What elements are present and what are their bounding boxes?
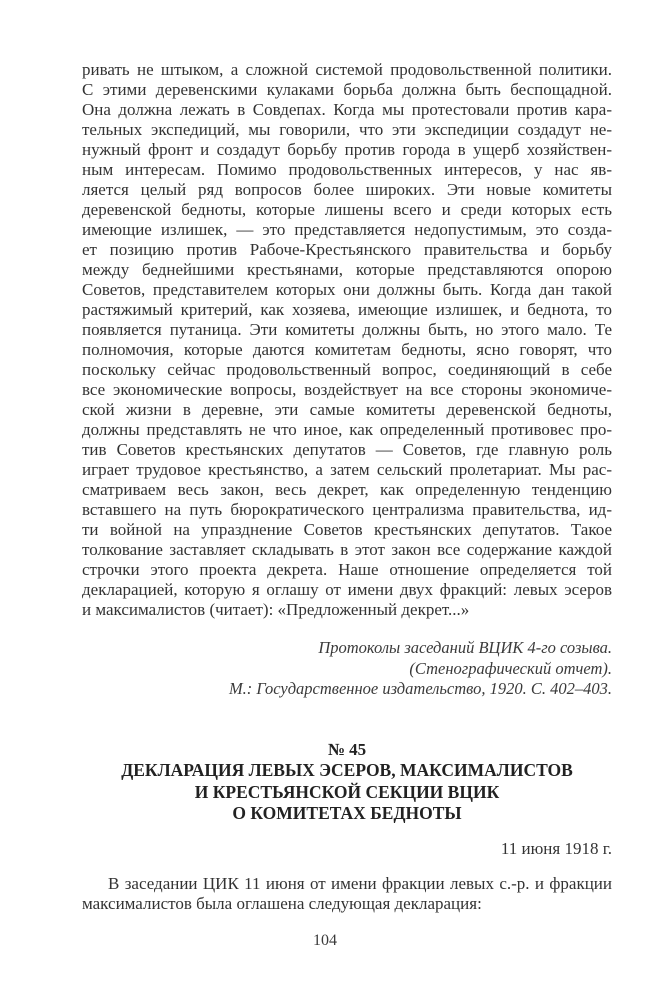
body-paragraph-continued: [82, 60, 612, 620]
text-line: сматриваем весь закон, весь декрет, как определенную тенденцию: [82, 480, 612, 499]
text-line: нужный фронт и создадут борьбу против города в ущерб хозяйствен-: [82, 140, 612, 159]
document-date: 11 июня 1918 г.: [500, 839, 612, 858]
text-line: ным интересам. Помимо продовольственных интересов, у нас яв-: [82, 160, 612, 179]
text-line: Советов, представителем которых они должны быть. Когда дан такой: [82, 280, 612, 299]
text-line: растяжимый критерий, как хозяева, имеющие излишек, и беднота, то: [82, 300, 612, 319]
intro-paragraph: [82, 874, 612, 914]
text-line: декларацией, которую я оглашу от имени двух фракций: левых эсеров: [82, 580, 612, 599]
citation-line: Протоколы заседаний ВЦИК 4-го созыва.: [318, 638, 612, 657]
text-line: вставшего на путь бюрократического централизма правительства, ид-: [82, 500, 612, 519]
text-line: между беднейшими крестьянами, которые представляются опорою: [82, 260, 612, 279]
text-line: и максималистов (читает): «Предложенный декрет...»: [82, 600, 470, 619]
text-line: ривать не штыком, а сложной системой продовольственной политики.: [82, 60, 612, 79]
text-line: играет трудовое крестьянство, а затем сельский пролетариат. Мы рас-: [82, 460, 612, 479]
text-line: ской жизни в деревне, эти самые комитеты деревенской бедноты,: [82, 400, 612, 419]
text-line: В заседании ЦИК 11 июня от имени фракции левых с.-р. и фракции: [108, 874, 612, 893]
text-line: тив Советов крестьянских депутатов — Советов, где главную роль: [82, 440, 612, 459]
text-line: С этими деревенскими кулаками борьба должна быть беспощадной.: [82, 80, 612, 99]
text-line: имеющие излишек, — это представляется недопустимым, это созда-: [82, 220, 612, 239]
text-line: ти войной на упразднение Советов крестьянских депутатов. Такое: [82, 520, 612, 539]
text-line: все экономические вопросы, воздействует на все стороны экономиче-: [82, 380, 612, 399]
text-line: толкование заставляет складывать в этот закон все содержание каждой: [82, 540, 612, 559]
text-line: строчки этого проекта декрета. Наше отношение определяется той: [82, 560, 612, 579]
document-title-line: И КРЕСТЬЯНСКОЙ СЕКЦИИ ВЦИК: [194, 781, 500, 802]
text-line: поскольку сейчас продовольственный вопрос, соединяющий в себе: [82, 360, 612, 379]
document-title-line: О КОМИТЕТАХ БЕДНОТЫ: [232, 803, 462, 823]
page-number: 104: [313, 932, 337, 949]
citation-line: (Стенографический отчет).: [409, 658, 612, 678]
text-line: появляется путаница. Эти комитеты должны быть, но этого мало. Те: [82, 320, 612, 339]
text-line: деревенской бедноты, которые лишены всего и среди которых есть: [82, 200, 612, 219]
document-heading: [82, 739, 612, 825]
text-line: должны представлять не что иное, как определенный противовес про-: [82, 420, 612, 439]
source-citation: [82, 638, 612, 700]
text-line: максималистов была оглашена следующая декларация:: [82, 894, 482, 913]
document-title-line: ДЕКЛАРАЦИЯ ЛЕВЫХ ЭСЕРОВ, МАКСИМАЛИСТОВ: [121, 760, 573, 780]
text-line: ет позицию против Рабоче-Крестьянского правительства и борьбу: [82, 240, 612, 259]
citation-line: М.: Государственное издательство, 1920. С. 402–403.: [228, 679, 612, 698]
text-line: полномочия, которые даются комитетам бедноты, ясно говорят, что: [82, 340, 612, 359]
text-line: тельных экспедиций, мы говорили, что эти экспедиции создадут не-: [82, 120, 612, 139]
document-number: № 45: [327, 740, 367, 759]
text-line: ляется целый ряд вопросов более широких. Эти новые комитеты: [82, 180, 612, 199]
text-line: Она должна лежать в Совдепах. Когда мы протестовали против кара-: [82, 100, 612, 119]
